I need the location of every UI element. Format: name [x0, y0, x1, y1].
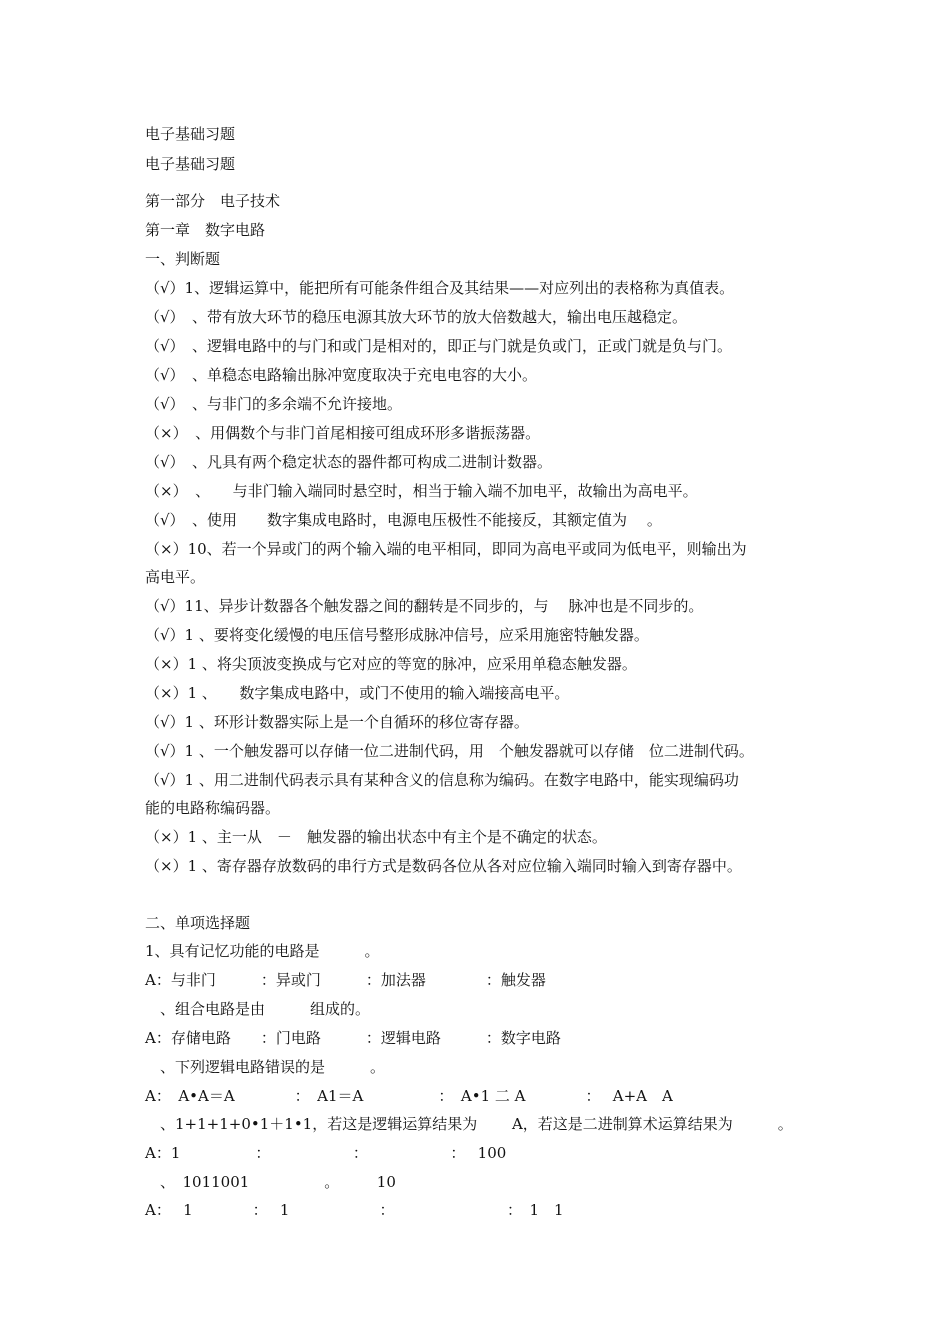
judge-item: （√） 、凡具有两个稳定状态的器件都可构成二进制计数器。 [145, 453, 553, 471]
judge-item: （√） 、使用 数字集成电路时，电源电压极性不能接反，其额定值为 。 [145, 511, 662, 529]
judge-item: （×） 、 与非门输入端同时悬空时，相当于输入端不加电平，故输出为高电平。 [145, 482, 698, 500]
part-heading: 第一部分 电子技术 [145, 192, 281, 210]
judge-item: （√）1 、一个触发器可以存储一位二进制代码，用 个触发器就可以存储 位二进制代码。 [145, 742, 754, 760]
section-heading-judge: 一、判断题 [145, 250, 221, 268]
document-title: 电子基础习题 [145, 125, 236, 143]
judge-item: （√）1 、环形计数器实际上是一个自循环的移位寄存器。 [145, 713, 529, 731]
judge-item: （√） 、与非门的多余端不允许接地。 [145, 395, 403, 413]
judge-item: （×）1 、将尖顶波变换成与它对应的等宽的脉冲，应采用单稳态触发器。 [145, 655, 637, 673]
choice-options: A：与非门 ：异或门 ：加法器 ：触发器 [145, 971, 546, 989]
choice-options: A： A•A＝A ： A1＝A ： A•1 二 A ： A+A A [145, 1087, 673, 1105]
choice-question: 、1+1+1+0•1＋1•1，若这是逻辑运算结果为 A，若这是二进制算术运算结果为 。 [145, 1115, 793, 1133]
judge-item: （√）1 、用二进制代码表示具有某种含义的信息称为编码。在数字电路中，能实现编码功 [145, 771, 739, 789]
choice-question: 1、具有记忆功能的电路是 。 [145, 942, 380, 960]
choice-options: A：1 ： ： ： 100 [145, 1144, 507, 1162]
judge-item-continuation: 高电平。 [145, 568, 206, 586]
judge-item: （×）10、若一个异或门的两个输入端的电平相同，即同为高电平或同为低电平，则输出为 [145, 540, 747, 558]
judge-item: （√）1 、要将变化缓慢的电压信号整形成脉冲信号，应采用施密特触发器。 [145, 626, 649, 644]
section-heading-choice: 二、单项选择题 [145, 914, 251, 932]
judge-item-continuation: 能的电路称编码器。 [145, 799, 281, 817]
judge-item: （√）1、逻辑运算中，能把所有可能条件组合及其结果——对应列出的表格称为真值表。 [145, 279, 735, 297]
chapter-heading: 第一章 数字电路 [145, 221, 266, 239]
choice-options: A：存储电路 ：门电路 ：逻辑电路 ：数字电路 [145, 1029, 561, 1047]
judge-item: （×）1 、 数字集成电路中，或门不使用的输入端接高电平。 [145, 684, 570, 702]
choice-options: A： 1 ： 1 ： ： 1 1 [145, 1201, 564, 1219]
judge-item: （√） 、带有放大环节的稳压电源其放大环节的放大倍数越大，输出电压越稳定。 [145, 308, 688, 326]
choice-question: 、下列逻辑电路错误的是 。 [145, 1058, 386, 1076]
judge-item: （√）11、异步计数器各个触发器之间的翻转是不同步的，与 脉冲也是不同步的。 [145, 597, 704, 615]
choice-question: 、 1011001 。 10 [145, 1173, 396, 1191]
judge-item: （×） 、用偶数个与非门首尾相接可组成环形多谐振荡器。 [145, 424, 541, 442]
judge-item: （√） 、逻辑电路中的与门和或门是相对的，即正与门就是负或门，正或门就是负与门。 [145, 337, 733, 355]
judge-item: （×）1 、主一从 － 触发器的输出状态中有主个是不确定的状态。 [145, 828, 607, 846]
choice-question: 、组合电路是由 组成的。 [145, 1000, 371, 1018]
judge-item: （×）1 、寄存器存放数码的串行方式是数码各位从各对应位输入端同时输入到寄存器中。 [145, 857, 742, 875]
document-subtitle: 电子基础习题 [145, 155, 236, 173]
judge-item: （√） 、单稳态电路输出脉冲宽度取决于充电电容的大小。 [145, 366, 538, 384]
